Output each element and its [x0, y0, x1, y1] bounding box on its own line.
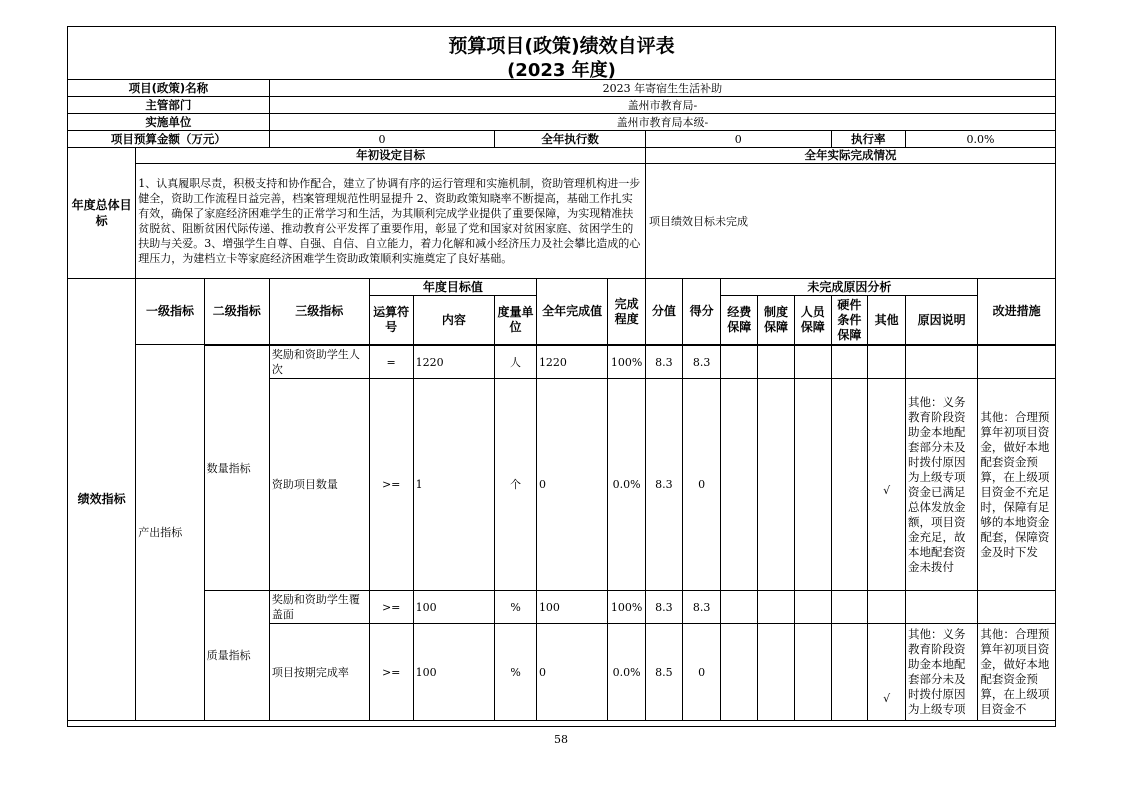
goal-actual-header: 全年实际完成情况 [646, 148, 1056, 164]
row-budget [68, 131, 1056, 148]
unit-value: 盖州市教育局本级- [269, 114, 1055, 131]
group-output: 产出指标 [136, 345, 204, 721]
indicator-name: 奖励和资助学生覆盖面 [269, 591, 369, 624]
level3-header: 三级指标 [269, 279, 369, 345]
perf-label: 绩效指标 [68, 279, 136, 721]
reason-fund-header: 经费保障 [721, 296, 758, 345]
row-unit [68, 114, 1056, 131]
improve-text [978, 346, 1056, 379]
reason-system-header: 制度保障 [758, 296, 795, 345]
indicator-value: 8.5 [646, 624, 683, 721]
indicator-name: 资助项目数量 [269, 379, 369, 591]
goal-actual-text: 项目绩效目标未完成 [646, 164, 1056, 279]
unit-label: 实施单位 [68, 114, 270, 131]
indicator-content: 100 [413, 591, 495, 624]
indicator-name: 项目按期完成率 [269, 624, 369, 721]
exec-amount-label: 全年执行数 [495, 131, 646, 148]
reason-other-mark: √ [868, 379, 906, 591]
evaluation-sheet [67, 26, 1056, 727]
indicator-degree: 100% [608, 591, 646, 624]
indicator-unit: % [495, 591, 537, 624]
improve-text [978, 591, 1056, 624]
indicator-value: 8.3 [646, 346, 683, 379]
improve-text: 其他：合理预算年初项目资金，做好本地配套资金预算，在上级项目资金不充足时，保障有足够的本地资金配套，保障资金及时下发 [978, 379, 1056, 591]
indicator-content: 1220 [413, 346, 495, 379]
row-project-name [68, 80, 1056, 97]
evaluation-table [67, 79, 1056, 721]
indicator-value: 8.3 [646, 379, 683, 591]
indicator-unit: 人 [495, 346, 537, 379]
score-header: 得分 [682, 279, 721, 345]
reason-other-mark: √ [868, 624, 906, 721]
improve-header: 改进措施 [978, 279, 1056, 345]
indicator-degree: 100% [608, 346, 646, 379]
project-name-value: 2023 年寄宿生生活补助 [269, 80, 1055, 97]
level2-header: 二级指标 [204, 279, 269, 345]
content-header: 内容 [413, 296, 495, 345]
goal-set-text: 1、认真履职尽责，积极支持和协作配合，建立了协调有序的运行管理和实施机制，资助管理机构进一步健全，资助工作流程日益完善，档案管理规范性明显提升 2、资助政策知晓率不断提高，基础工作扎实有效，确保了家庭经济困难学生的正常学习和生活，为其顺利完成学业提供了重要保障，为实现精准扶贫脱贫、阻断贫困代际传递、推动教育公平发挥了重要作用，彰显了党和国家对贫困家庭、贫困学生的扶助与关爱。3、增强学生自尊、自强、自信、自立能力，着力化解和减小经济压力及社会攀比造成的心理压力，为建档立卡等家庭经济困难学生资助政策顺利实施奠定了良好基础。 [136, 164, 646, 279]
unit-header: 度量单位 [495, 296, 537, 345]
indicator-degree: 0.0% [608, 624, 646, 721]
row-goal-text [68, 164, 1056, 279]
indicator-content: 1 [413, 379, 495, 591]
reason-other-header: 其他 [868, 296, 906, 345]
page-subtitle: (2023 年度) [507, 60, 616, 81]
reason-desc-header: 原因说明 [905, 296, 977, 345]
reason-desc: 其他：义务教育阶段资助金本地配套部分未及时拨付原因为上级专项资金已满足总体发放金额，项目资金充足，故本地配套资金未拨付 [905, 379, 977, 591]
reason-desc [905, 591, 977, 624]
reason-analysis-header: 未完成原因分析 [721, 279, 978, 296]
row-goal-header [68, 148, 1056, 164]
exec-amount-value: 0 [646, 131, 832, 148]
improve-text: 其他：合理预算年初项目资金，做好本地配套资金预算，在上级项目资金不 [978, 624, 1056, 721]
indicator-content: 100 [413, 624, 495, 721]
indicator-done: 0 [536, 379, 607, 591]
indicator-op: = [369, 346, 413, 379]
reason-desc [905, 346, 977, 379]
page-title: 预算项目(政策)绩效自评表 [448, 35, 675, 57]
indicator-op: >= [369, 591, 413, 624]
indicator-unit: 个 [495, 379, 537, 591]
dept-value: 盖州市教育局- [269, 97, 1055, 114]
year-target-header: 年度目标值 [369, 279, 536, 296]
indicator-name: 奖励和资助学生人次 [269, 346, 369, 379]
indicator-value: 8.3 [646, 591, 683, 624]
exec-rate-value: 0.0% [905, 131, 1055, 148]
indicator-degree: 0.0% [608, 379, 646, 591]
operator-header: 运算符号 [369, 296, 413, 345]
indicator-unit: % [495, 624, 537, 721]
reason-other-mark [868, 346, 906, 379]
dept-label: 主管部门 [68, 97, 270, 114]
exec-rate-label: 执行率 [831, 131, 905, 148]
indicator-score: 0 [682, 624, 721, 721]
done-value-header: 全年完成值 [536, 279, 607, 345]
page-number: 58 [554, 733, 568, 746]
indicator-done: 1220 [536, 346, 607, 379]
budget-label: 项目预算金额（万元） [68, 131, 270, 148]
done-degree-header: 完成程度 [608, 279, 646, 345]
level1-header: 一级指标 [136, 279, 204, 345]
indicator-op: >= [369, 624, 413, 721]
table-row [68, 591, 1056, 624]
indicator-score: 0 [682, 379, 721, 591]
indicator-op: >= [369, 379, 413, 591]
row-perf-header-1 [68, 279, 1056, 296]
group-quality: 质量指标 [204, 591, 269, 721]
table-row [68, 346, 1056, 379]
score-value-header: 分值 [646, 279, 683, 345]
project-name-label: 项目(政策)名称 [68, 80, 270, 97]
group-quantity: 数量指标 [204, 346, 269, 591]
reason-desc: 其他：义务教育阶段资助金本地配套部分未及时拨付原因为上级专项 [905, 624, 977, 721]
indicator-score: 8.3 [682, 591, 721, 624]
goal-set-header: 年初设定目标 [136, 148, 646, 164]
reason-staff-header: 人员保障 [794, 296, 831, 345]
row-dept [68, 97, 1056, 114]
reason-hardware-header: 硬件条件保障 [831, 296, 868, 345]
reason-other-mark [868, 591, 906, 624]
indicator-done: 0 [536, 624, 607, 721]
budget-value: 0 [269, 131, 494, 148]
annual-goal-label: 年度总体目标 [68, 148, 136, 279]
indicator-score: 8.3 [682, 346, 721, 379]
indicator-done: 100 [536, 591, 607, 624]
